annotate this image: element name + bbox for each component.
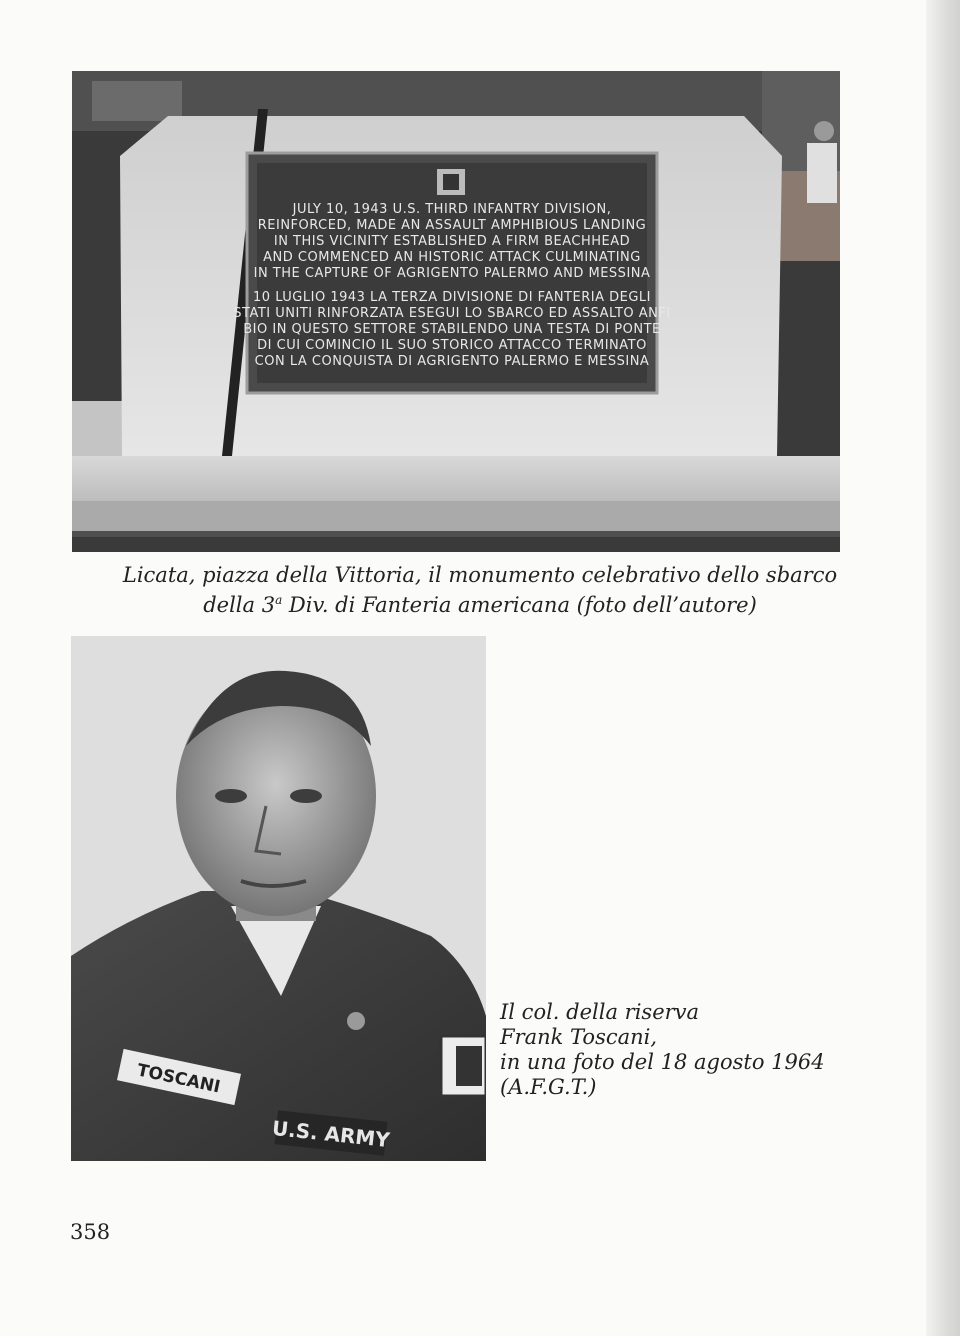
caption-line: Frank Toscani, <box>500 1025 658 1049</box>
caption-line: Il col. della riserva <box>500 1000 700 1024</box>
plaque-italian-text <box>233 290 670 369</box>
plaque-line: DI CUI COMINCIO IL SUO STORICO ATTACCO TERMINATO <box>257 338 647 353</box>
plaque-line: AND COMMENCED AN HISTORIC ATTACK CULMINATING <box>263 250 641 265</box>
plaque-english-text <box>254 202 651 281</box>
plaque-line: REINFORCED, MADE AN ASSAULT AMPHIBIOUS LANDING <box>257 218 647 233</box>
plaque-line: STATI UNITI RINFORZATA ESEGUI LO SBARCO ED ASSALTO ANFI <box>233 306 671 321</box>
plaque-line: 10 LUGLIO 1943 LA TERZA DIVISIONE DI FANTERIA DEGLI <box>253 290 651 305</box>
caption-superscript: a <box>275 593 283 607</box>
plaque-line: CON LA CONQUISTA DI AGRIGENTO PALERMO E MESSINA <box>254 354 650 369</box>
page-number: 358 <box>70 1220 111 1244</box>
army-tag-text: U.S. ARMY <box>270 1115 391 1153</box>
caption-fragment: della 3 <box>203 593 276 617</box>
caption-line: (A.F.G.T.) <box>500 1075 597 1099</box>
caption-line: Licata, piazza della Vittoria, il monumento celebrativo dello sbarco <box>122 563 838 587</box>
portrait-caption <box>500 1000 825 1100</box>
monument-photo <box>72 71 840 552</box>
monument-caption <box>120 563 840 618</box>
plaque-line: BIO IN QUESTO SETTORE STABILENDO UNA TESTA DI PONTE <box>243 322 661 337</box>
caption-line <box>120 588 840 618</box>
portrait-photo <box>71 636 486 1161</box>
name-tag-text: TOSCANI <box>135 1060 222 1098</box>
caption-fragment: Div. di Fanteria americana (foto dell’autore) <box>282 593 757 617</box>
page-edge-shadow <box>926 0 960 1336</box>
plaque-line: IN THIS VICINITY ESTABLISHED A FIRM BEACHHEAD <box>273 234 631 249</box>
caption-line: in una foto del 18 agosto 1964 <box>500 1050 825 1074</box>
plaque-line: JULY 10, 1943 U.S. THIRD INFANTRY DIVISION, <box>292 202 612 217</box>
plaque-line: IN THE CAPTURE OF AGRIGENTO PALERMO AND MESSINA <box>253 266 651 281</box>
